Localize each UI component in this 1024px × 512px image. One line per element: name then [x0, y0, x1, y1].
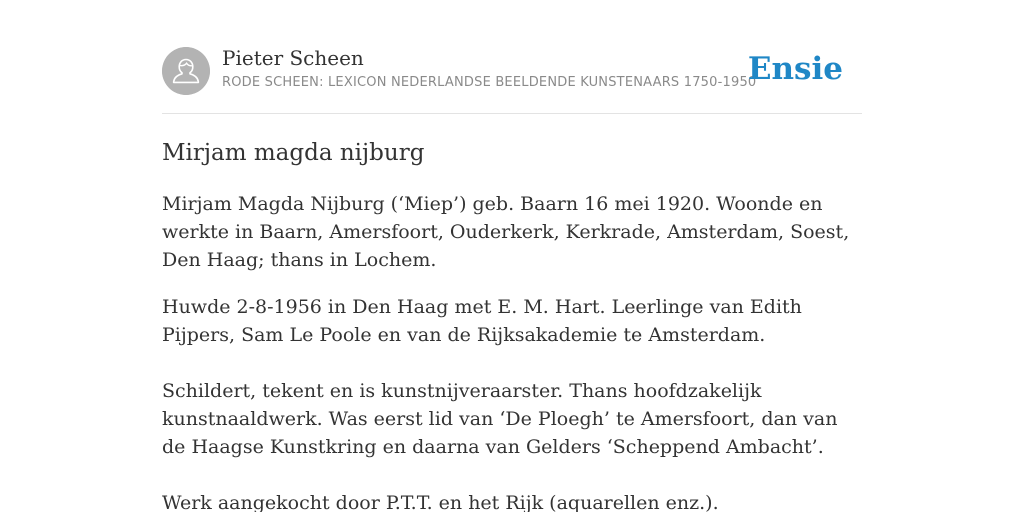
author-name[interactable]: Pieter Scheen	[222, 46, 364, 70]
paragraph: Mirjam Magda Nijburg (‘Miep’) geb. Baarn 16 mei 1920. Woonde en werkte in Baarn, Amersfoort, Ouderkerk, Kerkrade, Amsterdam, Soest, Den Haag; thans in Lochem.	[162, 193, 850, 271]
paragraph: Huwde 2-8-1956 in Den Haag met E. M. Hart. Leerlinge van Edith Pijpers, Sam Le Poole en van de Rijksakademie te Amsterdam.	[162, 296, 802, 346]
source-name[interactable]: RODE SCHEEN: LEXICON NEDERLANDSE BEELDENDE KUNSTENAARS 1750-1950	[222, 75, 757, 90]
user-icon[interactable]	[162, 47, 210, 95]
article-header	[162, 0, 862, 114]
ensie-logo[interactable]: Ensie	[747, 51, 843, 87]
page-title: Mirjam magda nijburg	[162, 140, 425, 166]
article-container	[162, 0, 862, 512]
author-block	[222, 45, 756, 92]
paragraph: Werk aangekocht door P.T.T. en het Rijk (aquarellen enz.).	[162, 492, 719, 512]
article-body	[162, 190, 862, 512]
paragraph: Schildert, tekent en is kunstnijveraarster. Thans hoofdzakelijk kunstnaaldwerk. Was eerst lid van ‘De Ploegh’ te Amersfoort, dan van de Haagse Kunstkring en daarna van Gelders ‘Scheppend Ambacht’.	[162, 380, 838, 458]
